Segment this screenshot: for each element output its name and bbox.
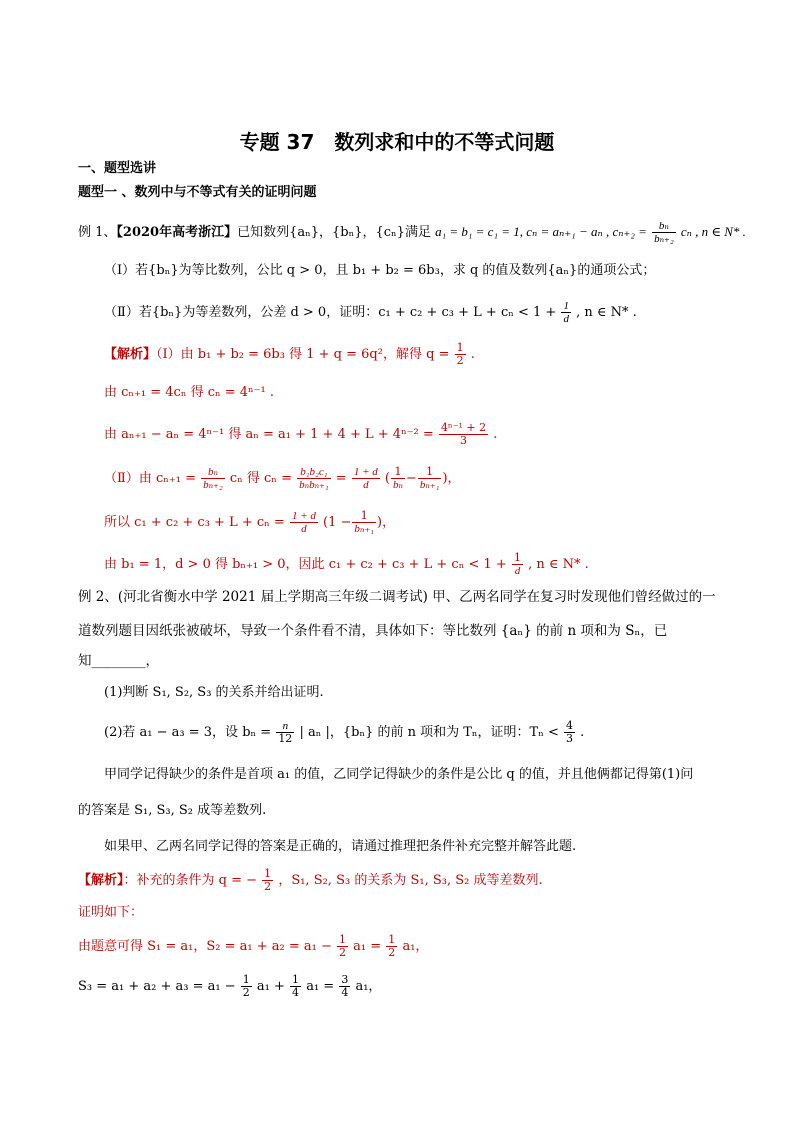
- example1-part2: [104, 300, 637, 325]
- question-text: | aₙ |，{bₙ} 的前 n 项和为 Tₙ，证明：Tₙ <: [299, 725, 559, 740]
- fraction-numerator: 1 + d: [353, 466, 378, 478]
- example1-solution-line3: [104, 422, 497, 447]
- fraction-numerator: 1: [242, 973, 250, 986]
- example1-stem: [78, 220, 746, 245]
- example2-solution-line4: [78, 974, 381, 999]
- fraction-numerator: 1: [352, 510, 376, 523]
- solution-tail: , n ∈ N* .: [528, 557, 589, 572]
- example1-stem-tail: cₙ , n ∈ N* .: [680, 224, 746, 239]
- solution-fraction: [391, 466, 405, 491]
- fraction-denominator: 4: [341, 986, 349, 999]
- example1-stem-text: 已知数列{aₙ}，{bₙ}，{cₙ}满足: [237, 225, 431, 240]
- example1-solution-line4: [104, 466, 461, 491]
- fraction-numerator: 1: [264, 867, 272, 880]
- solution-fraction: [418, 466, 442, 491]
- example2-solution-line1: [78, 868, 543, 893]
- example1-source: 【2020年高考浙江】: [116, 225, 238, 240]
- solution-fraction: [290, 510, 318, 535]
- solution-fraction: [339, 974, 350, 999]
- solution-fraction: [455, 342, 466, 367]
- fraction-denominator: d: [514, 565, 521, 577]
- example2-paragraph3: 如果甲、乙两名同学记得的答案是正确的，请通过推理把条件补充完整并解答此题.: [104, 839, 577, 854]
- solution-tail: ，S₁, S₂, S₃ 的关系为 S₁, S₃, S₂ 成等差数列.: [278, 873, 543, 888]
- solution-tail: .: [493, 427, 498, 442]
- fraction-denominator: d: [563, 313, 569, 325]
- fraction-denominator: d: [363, 479, 369, 491]
- solution-text: 由 aₙ₊₁ − aₙ = 4ⁿ⁻¹ 得 aₙ = a₁ + 1 + 4 + L + 4ⁿ⁻² =: [104, 427, 434, 442]
- example1-solution-line2: 由 cₙ₊₁ = 4cₙ 得 cₙ = 4ⁿ⁻¹ .: [104, 385, 275, 400]
- fraction-denominator: bₙ: [393, 479, 403, 491]
- solution-tail: .: [470, 347, 475, 362]
- solution-text: 由 b₁ = 1，d > 0 得 bₙ₊₁ > 0，因此 c₁ + c₂ + c₃ + L + cₙ < 1 +: [104, 557, 507, 572]
- fraction-denominator: 2: [388, 946, 396, 959]
- solution-fraction: [352, 466, 380, 491]
- solution-tag: 【解析】: [104, 347, 157, 362]
- fraction-numerator: 1: [418, 466, 442, 479]
- solution-fraction: [201, 466, 225, 491]
- fraction-numerator: 1: [456, 341, 464, 354]
- example2-paragraph2: 的答案是 S₁, S₃, S₂ 成等差数列.: [78, 803, 267, 818]
- example2-line3: 知________，: [78, 653, 159, 669]
- solution-text: (: [384, 471, 390, 486]
- fraction-numerator: bₙ: [201, 466, 225, 479]
- solution-tail: a₁，: [355, 979, 382, 994]
- solution-text: 由题意可得 S₁ = a₁，S₂ = a₁ + a₂ = a₁ −: [78, 939, 332, 954]
- solution-fraction: [337, 934, 348, 959]
- solution-fraction: [512, 552, 523, 577]
- example2-question2: [104, 720, 584, 745]
- example1-solution-line1: [104, 342, 475, 367]
- fraction-denominator: 2: [456, 354, 464, 367]
- example2-paragraph1: 甲同学记得缺少的条件是首项 a₁ 的值，乙同学记得缺少的条件是公比 q 的值，并且他俩都记得第(1)问: [104, 767, 694, 782]
- page-title: 专题 37 数列求和中的不等式问题: [239, 130, 555, 154]
- fraction-denominator: bₙ₊₂: [654, 233, 674, 245]
- fraction-denominator: 3: [566, 732, 573, 745]
- solution-text: (1 −: [323, 515, 352, 530]
- solution-text: （Ⅱ）由 cₙ₊₁ =: [104, 471, 196, 486]
- solution-tail: )，: [377, 515, 396, 530]
- solution-fraction: [439, 422, 488, 447]
- fraction-denominator: d: [301, 523, 307, 535]
- fraction-denominator: 2: [264, 880, 272, 893]
- example2-line2: 道数列题目因纸张被破坏，导致一个条件看不清，具体如下：等比数列 {aₙ} 的前 n 项和为 Sₙ，已: [78, 623, 668, 639]
- example1-solution-line6: [104, 552, 589, 577]
- fraction-numerator: 1 + d: [291, 510, 316, 522]
- fraction-numerator: 1: [339, 933, 347, 946]
- fraction-denominator: 4: [292, 986, 300, 999]
- solution-fraction: [297, 466, 331, 491]
- solution-fraction: [386, 934, 397, 959]
- fraction-denominator: bₙbₙ₊₁: [299, 479, 329, 491]
- fraction-denominator: 2: [339, 946, 347, 959]
- example2-solution-line2: 证明如下：: [78, 905, 144, 920]
- fraction-numerator: n: [276, 720, 294, 733]
- part2-fraction: [561, 300, 571, 325]
- solution-fraction: [262, 868, 273, 893]
- fraction-numerator: 3: [341, 973, 349, 986]
- solution-text: a₁ +: [256, 979, 285, 994]
- type-heading: 题型一 、数列中与不等式有关的证明问题: [78, 185, 317, 200]
- solution-tail: a₁，: [402, 939, 429, 954]
- solution-text: 所以 c₁ + c₂ + c₃ + L + cₙ =: [104, 515, 285, 530]
- part2-text: （Ⅱ）若{bₙ}为等差数列，公差 d > 0，证明：c₁ + c₂ + c₃ + L + cₙ < 1 +: [104, 305, 557, 320]
- solution-fraction: [352, 510, 376, 535]
- solution-fraction: [241, 974, 252, 999]
- fraction-numerator: 4: [566, 719, 573, 732]
- question-fraction: [564, 720, 575, 745]
- example1-stem-fraction: [652, 220, 676, 245]
- fraction-denominator: bₙ₊₁: [354, 523, 374, 535]
- solution-fraction: [290, 974, 301, 999]
- solution-text: （Ⅰ）由 b₁ + b₂ = 6b₃ 得 1 + q = 6q²，解得 q =: [156, 347, 450, 362]
- example1-part1: （Ⅰ）若{bₙ}为等比数列，公比 q > 0，且 b₁ + b₂ = 6b₃，求 q 的值及数列{aₙ}的通项公式；: [104, 263, 656, 278]
- fraction-numerator: 1: [391, 466, 405, 479]
- solution-tail: )，: [442, 471, 461, 486]
- fraction-numerator: 1: [388, 933, 396, 946]
- fraction-numerator: b₁b₂c₁: [297, 466, 331, 479]
- fraction-denominator: 2: [242, 986, 250, 999]
- solution-text: S₃ = a₁ + a₂ + a₃ = a₁ −: [78, 979, 236, 994]
- example2-question1: (1)判断 S₁, S₂, S₃ 的关系并给出证明.: [104, 685, 324, 700]
- example1-stem-math: a₁ = b₁ = c₁ = 1, cₙ = aₙ₊₁ − aₙ , cₙ₊₂ =: [435, 224, 647, 239]
- question-fraction: [276, 720, 294, 745]
- fraction-denominator: bₙ₊₁: [419, 479, 440, 491]
- solution-text: =: [335, 471, 347, 486]
- fraction-denominator: bₙ₊₂: [203, 479, 223, 491]
- fraction-numerator: 1: [292, 973, 300, 986]
- example2-line1: 例 2、(河北省衡水中学 2021 届上学期高三年级二调考试) 甲、乙两名同学在复习时发现他们曾经做过的一: [78, 589, 716, 605]
- example1-solution-line5: [104, 510, 395, 535]
- fraction-numerator: 4ⁿ⁻¹ + 2: [440, 421, 487, 434]
- solution-text: a₁ =: [306, 979, 335, 994]
- section-heading: 一、题型选讲: [78, 161, 157, 176]
- part2-tail: , n ∈ N* .: [576, 305, 637, 320]
- example1-label: 例 1、: [78, 225, 117, 240]
- solution-text: cₙ 得 cₙ =: [229, 471, 292, 486]
- example2-solution-line3: [78, 934, 428, 959]
- fraction-denominator: 12: [278, 732, 293, 745]
- solution-tag: 【解析】: [78, 873, 124, 888]
- fraction-numerator: 1: [563, 300, 569, 312]
- fraction-numerator: bₙ: [652, 220, 676, 233]
- question-text: (2)若 a₁ − a₃ = 3，设 bₙ =: [104, 725, 272, 740]
- fraction-denominator: 3: [460, 434, 468, 447]
- question-tail: .: [580, 725, 585, 740]
- solution-text: a₁ =: [353, 939, 382, 954]
- solution-text: ：补充的条件为 q = −: [123, 873, 258, 888]
- solution-text: −: [405, 471, 417, 486]
- fraction-numerator: 1: [513, 551, 521, 564]
